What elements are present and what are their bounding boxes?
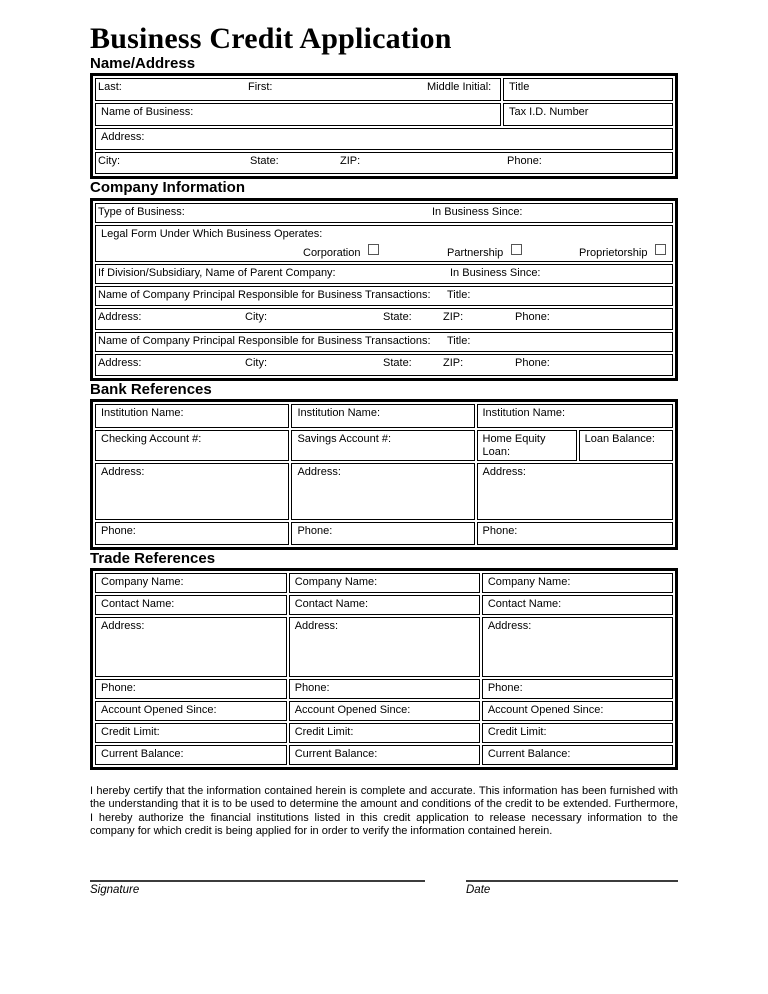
- if-division-label: If Division/Subsidiary, Name of Parent Company:: [98, 266, 336, 279]
- phone-label: Phone:: [507, 155, 542, 168]
- trade-1-address-field[interactable]: [95, 617, 287, 677]
- contact-name-label: Contact Name:: [487, 598, 562, 610]
- bank-1-institution-field[interactable]: [95, 404, 289, 428]
- title-label: Title: [509, 81, 530, 94]
- credit-limit-label: Credit Limit:: [101, 726, 160, 738]
- partnership-checkbox[interactable]: [511, 244, 522, 255]
- account-opened-label: Account Opened Since:: [101, 704, 217, 716]
- phone-label: Phone:: [482, 524, 518, 537]
- credit-limit-label: Credit Limit:: [487, 726, 547, 738]
- principal-1-field[interactable]: [95, 286, 673, 306]
- certification-text: I hereby certify that the information contained herein is complete and accurate. This information has been furnished with the understanding that it is to be used to determine the amount and conditions of the credit to be extended. Furthermore, I hereby authorize the financial institutions listed in this credit application to release necessary information to the company for which credit is being applied for in order to verify the information contained herein.: [90, 785, 678, 838]
- principal-2-field[interactable]: [95, 332, 673, 352]
- phone-label: Phone:: [101, 682, 136, 694]
- loan-balance-field[interactable]: [579, 430, 673, 461]
- bank-3-address-field[interactable]: [477, 463, 674, 520]
- name-address-table: [90, 73, 678, 179]
- date-label: Date: [466, 883, 491, 896]
- trade-2-credit-limit-field[interactable]: [289, 723, 480, 743]
- bank-1-address-field[interactable]: [95, 463, 289, 520]
- proprietorship-checkbox[interactable]: [655, 244, 666, 255]
- phone-label: Phone:: [294, 682, 330, 694]
- address-label: Address:: [101, 620, 145, 632]
- phone-label: Phone:: [515, 310, 550, 323]
- partnership-label: Partnership: [447, 246, 504, 259]
- state-label: State:: [383, 310, 412, 323]
- trade-1-credit-limit-field[interactable]: [95, 723, 287, 743]
- principal-1-title-label: Title:: [447, 288, 471, 301]
- type-of-business-field[interactable]: [95, 203, 673, 223]
- company-name-label: Company Name:: [487, 576, 571, 588]
- home-equity-loan-field[interactable]: [477, 430, 577, 461]
- trade-1-account-opened-field[interactable]: [95, 701, 287, 721]
- credit-limit-label: Credit Limit:: [294, 726, 354, 738]
- address-label: Address:: [98, 356, 142, 369]
- proprietorship-label: Proprietorship: [579, 246, 648, 259]
- legal-form-label: Legal Form Under Which Business Operates:: [101, 227, 323, 240]
- state-label: State:: [250, 155, 279, 168]
- checking-account-field[interactable]: [95, 430, 289, 461]
- zip-label: ZIP:: [443, 310, 464, 323]
- date-block: [466, 880, 678, 896]
- division-subsidiary-field[interactable]: [95, 264, 673, 284]
- trade-1-phone-field[interactable]: [95, 679, 287, 699]
- trade-2-current-balance-field[interactable]: [289, 745, 480, 765]
- trade-2-company-field[interactable]: [289, 573, 480, 593]
- bank-references-table: [90, 399, 678, 550]
- current-balance-label: Current Balance:: [294, 748, 378, 760]
- trade-3-current-balance-field[interactable]: [482, 745, 673, 765]
- phone-label: Phone:: [487, 682, 523, 694]
- phone-label: Phone:: [101, 524, 136, 537]
- tax-id-label: Tax I.D. Number: [509, 106, 589, 119]
- principal-2-label: Name of Company Principal Responsible for Business Transactions:: [98, 334, 431, 347]
- trade-1-current-balance-field[interactable]: [95, 745, 287, 765]
- zip-label: ZIP:: [443, 356, 464, 369]
- signature-block: [90, 880, 425, 896]
- trade-references-table: [90, 568, 678, 770]
- state-label: State:: [383, 356, 412, 369]
- section-heading-company-information: Company Information: [90, 179, 246, 197]
- trade-2-address-field[interactable]: [289, 617, 480, 677]
- city-label: City:: [245, 356, 267, 369]
- city-label: City:: [245, 310, 267, 323]
- address-label: Address:: [101, 131, 145, 144]
- signature-date-row: [90, 880, 678, 896]
- trade-1-company-field[interactable]: [95, 573, 287, 593]
- trade-2-account-opened-field[interactable]: [289, 701, 480, 721]
- bank-3-institution-field[interactable]: [477, 404, 674, 428]
- phone-label: Phone:: [515, 356, 550, 369]
- company-name-label: Company Name:: [294, 576, 378, 588]
- proprietorship-option: [579, 244, 666, 260]
- institution-name-label: Institution Name:: [482, 406, 566, 419]
- city-state-zip-phone-field[interactable]: [95, 152, 673, 174]
- address-field[interactable]: [95, 128, 673, 150]
- current-balance-label: Current Balance:: [487, 748, 571, 760]
- last-first-middle-field[interactable]: [95, 78, 501, 101]
- city-label: City:: [98, 155, 120, 168]
- name-of-business-field[interactable]: [95, 103, 501, 126]
- address-label: Address:: [101, 465, 145, 478]
- savings-account-label: Savings Account #:: [297, 432, 392, 445]
- signature-line[interactable]: [90, 880, 425, 882]
- zip-label: ZIP:: [340, 155, 361, 168]
- trade-3-account-opened-field[interactable]: [482, 701, 673, 721]
- in-business-since-label-2: In Business Since:: [450, 266, 541, 279]
- company-name-label: Company Name:: [101, 576, 184, 588]
- contact-name-label: Contact Name:: [294, 598, 369, 610]
- checking-account-label: Checking Account #:: [101, 432, 202, 445]
- bank-2-phone-field[interactable]: [291, 522, 474, 545]
- trade-3-contact-field[interactable]: [482, 595, 673, 615]
- principal-2-address-field[interactable]: [95, 354, 673, 376]
- bank-1-phone-field[interactable]: [95, 522, 289, 545]
- corporation-checkbox[interactable]: [368, 244, 379, 255]
- current-balance-label: Current Balance:: [101, 748, 184, 760]
- signature-label: Signature: [90, 883, 140, 896]
- trade-1-contact-field[interactable]: [95, 595, 287, 615]
- address-label: Address:: [98, 310, 142, 323]
- trade-3-phone-field[interactable]: [482, 679, 673, 699]
- account-opened-label: Account Opened Since:: [487, 704, 604, 716]
- trade-3-address-field[interactable]: [482, 617, 673, 677]
- section-heading-trade-references: Trade References: [90, 549, 216, 567]
- institution-name-label: Institution Name:: [101, 406, 184, 419]
- title-field[interactable]: [503, 78, 673, 101]
- address-label: Address:: [294, 620, 339, 632]
- last-label: Last:: [98, 81, 122, 94]
- principal-1-address-field[interactable]: [95, 308, 673, 330]
- bank-2-address-field[interactable]: [291, 463, 474, 520]
- in-business-since-label: In Business Since:: [432, 205, 523, 218]
- principal-1-label: Name of Company Principal Responsible for Business Transactions:: [98, 288, 431, 301]
- name-of-business-label: Name of Business:: [101, 106, 194, 119]
- corporation-label: Corporation: [303, 246, 361, 259]
- institution-name-label: Institution Name:: [297, 406, 381, 419]
- corporation-option: [303, 244, 379, 260]
- trade-3-credit-limit-field[interactable]: [482, 723, 673, 743]
- address-label: Address:: [297, 465, 341, 478]
- page-title: Business Credit Application: [90, 22, 452, 55]
- trade-2-phone-field[interactable]: [289, 679, 480, 699]
- savings-account-field[interactable]: [291, 430, 474, 461]
- first-label: First:: [248, 81, 273, 94]
- bank-2-institution-field[interactable]: [291, 404, 474, 428]
- address-label: Address:: [487, 620, 532, 632]
- section-heading-name-address: Name/Address: [90, 55, 196, 72]
- company-info-table: [90, 198, 678, 381]
- trade-2-contact-field[interactable]: [289, 595, 480, 615]
- principal-2-title-label: Title:: [447, 334, 471, 347]
- legal-form-field[interactable]: [95, 225, 673, 262]
- legal-form-options: [101, 244, 668, 260]
- tax-id-field[interactable]: [503, 103, 673, 126]
- phone-label: Phone:: [297, 524, 333, 537]
- section-heading-bank-references: Bank References: [90, 380, 212, 398]
- middle-initial-label: Middle Initial:: [427, 81, 492, 94]
- partnership-option: [447, 244, 522, 260]
- contact-name-label: Contact Name:: [101, 598, 175, 610]
- loan-balance-label: Loan Balance:: [584, 432, 655, 445]
- trade-3-company-field[interactable]: [482, 573, 673, 593]
- account-opened-label: Account Opened Since:: [294, 704, 411, 716]
- date-line[interactable]: [466, 880, 678, 882]
- address-label: Address:: [482, 465, 526, 478]
- home-equity-loan-label: Home Equity Loan:: [482, 432, 546, 458]
- bank-3-phone-field[interactable]: [477, 522, 674, 545]
- type-of-business-label: Type of Business:: [98, 205, 185, 218]
